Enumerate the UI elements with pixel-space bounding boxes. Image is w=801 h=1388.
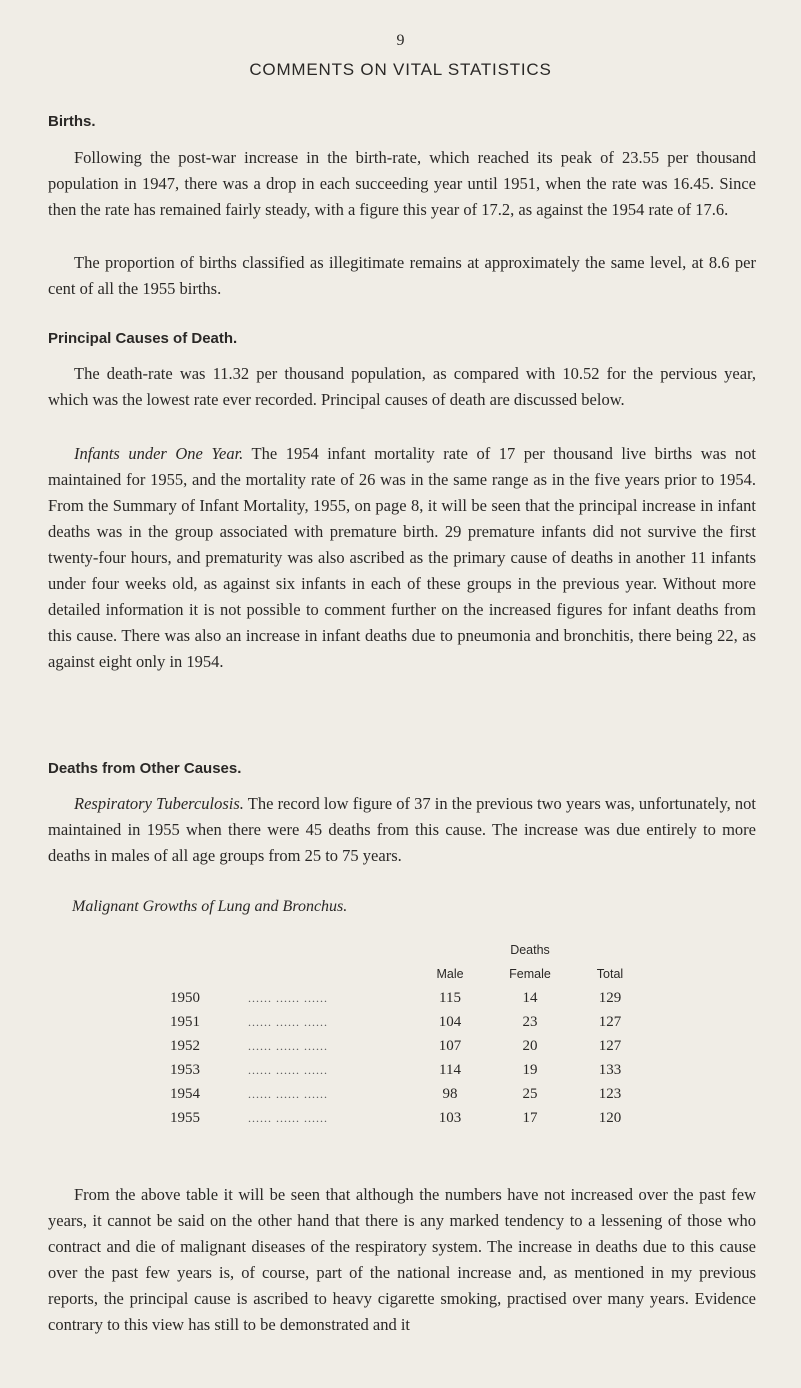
row-female: 17 (522, 1109, 538, 1126)
leader-dots: ...... ...... ...... (248, 1038, 328, 1053)
row-male: 104 (438, 1013, 462, 1030)
leader-dots: ...... ...... ...... (248, 1062, 328, 1077)
births-paragraph-2: The proportion of births classified as illegitimate remains at approximately the same level, at 8.6 per cent of all the 1955 births. (48, 253, 756, 298)
infants-subheading: Infants under One Year. (74, 444, 244, 463)
principal-causes-heading: Principal Causes of Death. (48, 330, 238, 347)
tuberculosis-subheading: Respiratory Tuberculosis. (74, 794, 244, 813)
row-female: 14 (522, 989, 538, 1006)
row-total: 127 (598, 1037, 622, 1054)
page-title: COMMENTS ON VITAL STATISTICS (249, 60, 552, 79)
row-year: 1952 (170, 1037, 200, 1054)
row-male: 103 (438, 1109, 462, 1126)
row-female: 20 (522, 1037, 538, 1054)
leader-dots: ...... ...... ...... (248, 1086, 328, 1101)
row-total: 120 (598, 1109, 622, 1126)
page-number: 9 (396, 32, 405, 49)
closing-paragraph: From the above table it will be seen that although the numbers have not increased over the past few years, it cannot be said on the other hand that there is any marked tendency to a lessening of those who contract and die of malignant diseases of the respiratory system. The increase in deaths due to this cause over the past few years is, of course, part of the national increase and, as mentioned in my previous reports, the principal cause is ascribed to heavy cigarette smoking, practised over many years. Evidence contrary to this view has still to be demonstrated and it (48, 1185, 756, 1334)
column-header-male: Male (436, 967, 464, 981)
table-row (170, 986, 650, 1010)
table-row (170, 1034, 650, 1058)
leader-dots: ...... ...... ...... (248, 1014, 328, 1029)
row-year: 1950 (170, 989, 200, 1006)
infants-paragraph (48, 441, 756, 675)
row-male: 115 (439, 989, 461, 1006)
row-year: 1954 (170, 1085, 200, 1102)
table-caption: Malignant Growths of Lung and Bronchus. (72, 898, 348, 915)
row-total: 133 (598, 1061, 622, 1078)
row-female: 25 (522, 1085, 538, 1102)
principal-causes-paragraph: The death-rate was 11.32 per thousand population, as compared with 10.52 for the pervious year, which was the lowest rate ever recorded. Principal causes of death are discussed below. (48, 364, 756, 409)
births-paragraph-1: Following the post-war increase in the birth-rate, which reached its peak of 23.55 per thousand population in 1947, there was a drop in each succeeding year until 1951, when the rate was 16.45. Since then the rate has remained fairly steady, with a figure this year of 17.2, as against the 1954 rate of 17.6. (48, 148, 756, 219)
row-total: 129 (598, 989, 622, 1006)
table-row (170, 1082, 650, 1106)
row-year: 1951 (170, 1013, 200, 1030)
row-year: 1955 (170, 1109, 200, 1126)
row-male: 107 (438, 1037, 462, 1054)
tuberculosis-text: The record low figure of 37 in the previous two years was, unfortunately, not maintained in 1955 when there were 45 deaths from this cause. The increase was due entirely to more deaths in males of all age groups from 25 to 75 years. (48, 794, 757, 865)
table-row (170, 1058, 650, 1082)
lung-cancer-table (170, 938, 650, 1130)
column-header-total: Total (596, 967, 624, 981)
row-year: 1953 (170, 1061, 200, 1078)
column-header-female: Female (509, 967, 551, 981)
other-causes-heading: Deaths from Other Causes. (48, 760, 242, 777)
tuberculosis-paragraph (48, 791, 756, 869)
row-total: 123 (598, 1085, 622, 1102)
table-row (170, 1106, 650, 1130)
row-total: 127 (598, 1013, 622, 1030)
births-heading: Births. (48, 113, 96, 130)
table-row (170, 1010, 650, 1034)
row-male: 114 (439, 1061, 461, 1078)
row-female: 23 (522, 1013, 538, 1030)
row-female: 19 (522, 1061, 538, 1078)
deaths-group-header: Deaths (510, 943, 550, 957)
row-male: 98 (442, 1085, 458, 1102)
infants-text: The 1954 infant mortality rate of 17 per thousand live births was not maintained for 1955, and the mortality rate of 26 was in the same range as in the five years prior to 1954. From the Summary of Infant Mortality, 1955, on page 8, it will be seen that the principal increase in infant deaths was in the group associated with premature birth. 29 premature infants did not survive the first twenty-four hours, and prematurity was also ascribed as the primary cause of deaths in another 11 infants under four weeks old, as against six infants in each of these groups in the previous year. Without more detailed information it is not possible to comment further on the increased figures for infant deaths from this cause. There was also an increase in infant deaths due to pneumonia and bronchitis, there being 22, as against eight only in 1954. (48, 444, 756, 671)
leader-dots: ...... ...... ...... (248, 990, 328, 1005)
leader-dots: ...... ...... ...... (248, 1110, 328, 1125)
